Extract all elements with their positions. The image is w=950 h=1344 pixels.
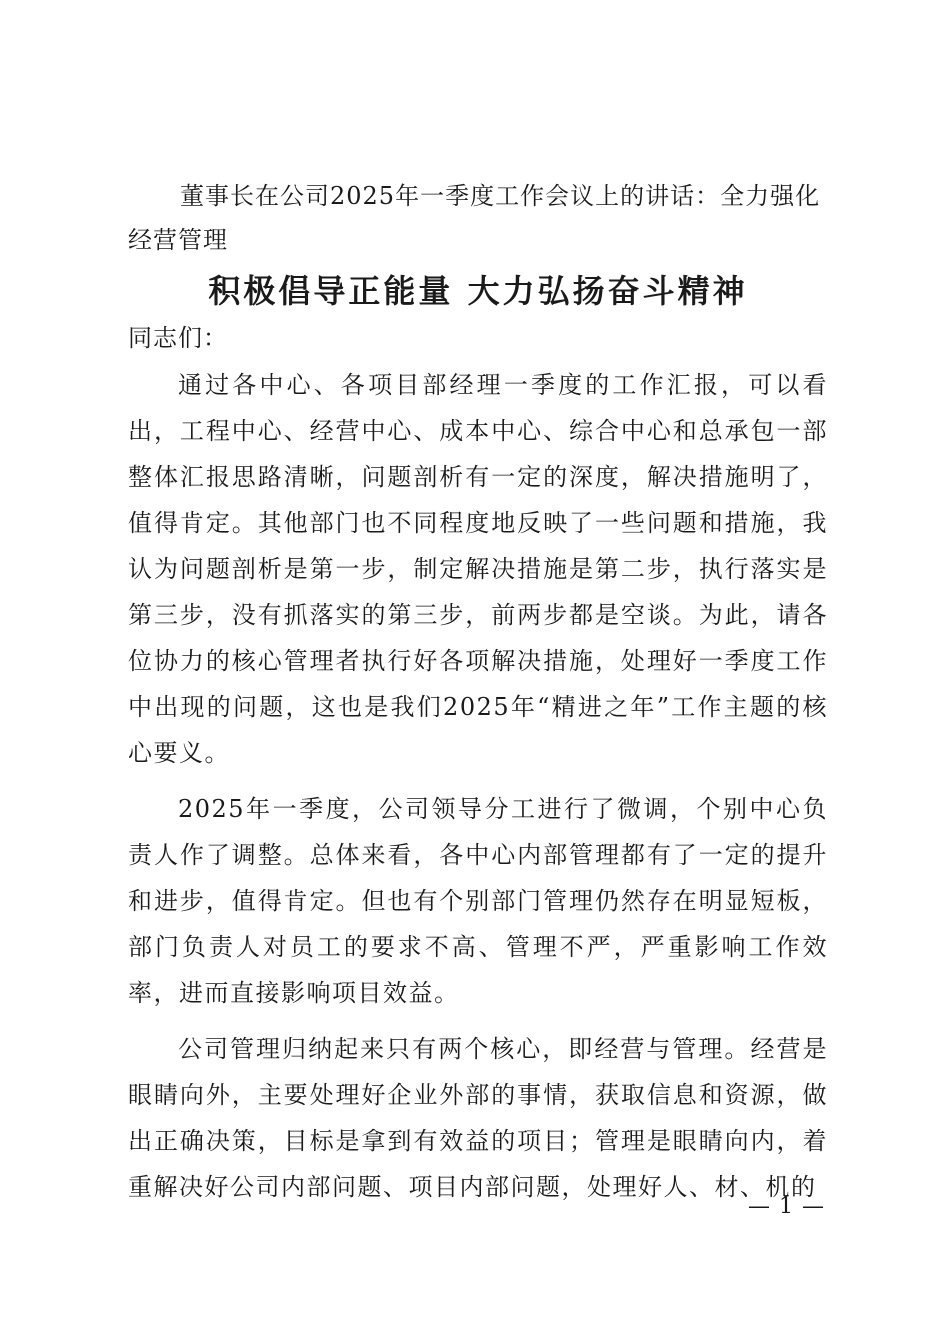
body-paragraph: 公司管理归纳起来只有两个核心，即经营与管理。经营是眼睛向外，主要处理好企业外部的事情，获取信息和资源，做出正确决策，目标是拿到有效益的项目；管理是眼睛向内，着重解决好公司内部问题、项目内部问题，处理好人、材、机的 (128, 1035, 828, 1201)
page-number: — 1 — (748, 1194, 825, 1219)
document-body (128, 174, 828, 1220)
greeting: 同志们： (128, 324, 228, 352)
document-title: 积极倡导正能量 大力弘扬奋斗精神 (208, 272, 748, 310)
body-paragraph: 通过各中心、各项目部经理一季度的工作汇报，可以看出，工程中心、经营中心、成本中心、综合中心和总承包一部整体汇报思路清晰，问题剖析有一定的深度，解决措施明了，值得肯定。其他部门也不同程度地反映了一些问题和措施，我认为问题剖析是第一步，制定解决措施是第二步，执行落实是第三步，没有抓落实的第三步，前两步都是空谈。为此，请各位协力的核心管理者执行好各项解决措施，处理好一季度工作中出现的问题，这也是我们2025年“精进之年”工作主题的核心要义。 (128, 371, 828, 767)
body-paragraph: 2025年一季度，公司领导分工进行了微调，个别中心负责人作了调整。总体来看，各中心内部管理都有了一定的提升和进步，值得肯定。但也有个别部门管理仍然存在明显短板，部门负责人对员工的要求不高、管理不严，严重影响工作效率，进而直接影响项目效益。 (128, 795, 828, 1007)
speech-subtitle: 董事长在公司2025年一季度工作会议上的讲话：全力强化经营管理 (128, 182, 821, 254)
